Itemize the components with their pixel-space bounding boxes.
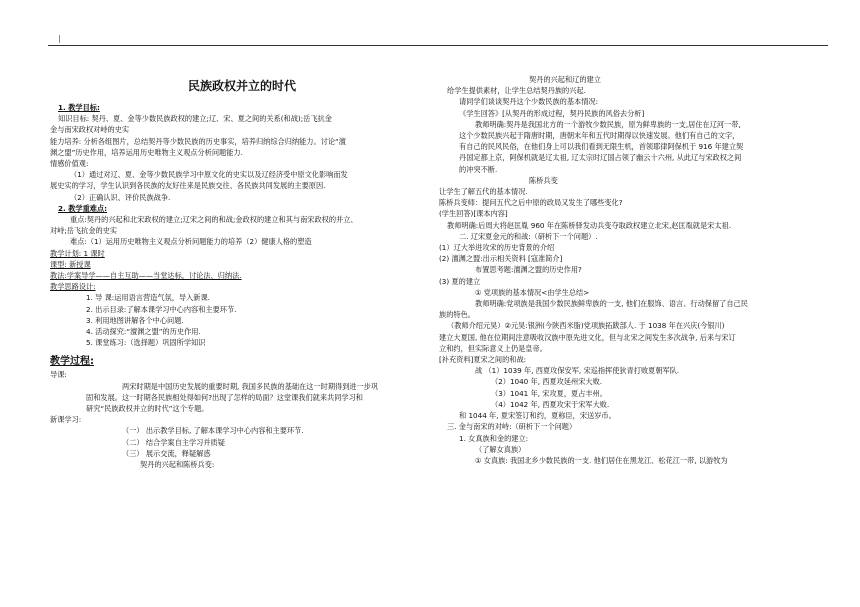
text-line: 难点:（1）运用历史唯物主义观点分析问题能力的培养（2）健康人格的塑造 (70, 237, 312, 247)
text-line: 展史实的学习，学生认识到各民族的友好往来是民族交往、各民族共同发展的主要原因. (50, 181, 326, 191)
text-line: （2）1040 年, 西夏攻延州宋大败. (491, 377, 603, 387)
text-line: 给学生提供素材，让学生总结契丹族的兴起. (447, 86, 586, 96)
text-line: 1. 教学目标: (58, 103, 100, 112)
header-rule (48, 45, 828, 46)
text-line: 4. 活动探究:“澶渊之盟”的历史作用. (86, 327, 201, 337)
text-line: （三） 展示交流，释疑解惑 (122, 448, 211, 458)
text-line: ① 党项族的基本情况<由学生总结> (475, 287, 590, 297)
text-line: （二） 结合学案自主学习并质疑 (122, 437, 225, 447)
text-line: 建立大夏国, 他在位期间注意吸收汉族中原先进文化，但与北宋之间发生多次战争, 后来与宋订 (439, 332, 736, 342)
text-line: 族的特色。 (439, 310, 475, 320)
text-line: （2）正确认识、评价民族战争. (70, 192, 171, 202)
text-line: 让学生了解五代的基本情况. (439, 187, 528, 197)
left-objectives (50, 102, 434, 348)
text-line: 和 1044 年, 夏宋签订和约，夏称臣，宋送岁币。 (459, 411, 616, 421)
header-mark: | (58, 34, 61, 43)
text-line: 二. 辽宋夏金元的和战:（研析下一个问题）. (459, 231, 598, 241)
text-line: 能力培养: 分析各组图片，总结契丹等少数民族的历史事实，培养归纳综合归纳能力。讨论“澶 (50, 136, 346, 146)
text-line: 2. 教学重难点: (58, 203, 108, 213)
text-line: 教法:学案导学——自主互助——当堂达标，讨论法、归纳法. (50, 271, 242, 281)
text-line: （教师介绍元昊）②元昊:银洲(今陕西米脂)党项族拓跋部人. 于 1038 年在兴庆(今银川) (447, 321, 725, 331)
right-content (439, 74, 811, 466)
text-line: 陈桥兵变 (529, 175, 558, 185)
text-line: [补充资料]夏宋之间的和战: (439, 355, 527, 365)
text-line: 导课: (50, 370, 67, 380)
text-line: 固和发展。这一时期各民族相处得如何?出现了怎样的局面？这堂课我们就来共同学习和 (86, 392, 363, 402)
text-line: 陈桥兵变师：提问五代之后中原的政局又发生了哪些变化? (439, 198, 623, 208)
text-line: 两宋时期是中国历史发展的重要时期, 我国多民族的基础在这一时期得到进一步巩 (122, 381, 379, 391)
text-line: (2) 澶渊之盟:出示相关资料 [寇准简介] (439, 254, 563, 264)
text-line: 立和约，但实际意义上仍是皇帝。 (439, 343, 547, 353)
text-line: （3）1041 年, 宋攻夏，夏占丰州。 (491, 388, 607, 398)
text-line: 教学思路设计: (50, 282, 96, 292)
text-line: 教师明确:契丹是我国北方的一个游牧少数民族，原为鲜卑族的一支,居住在辽河一带, (475, 119, 741, 129)
text-line: 《学生回答》[从契丹的形成过程，契丹民族的风俗去分析] (459, 108, 645, 118)
text-line: 课型: 新授课 (50, 259, 91, 269)
text-line: 情感价值观: (50, 159, 89, 169)
right-column (439, 74, 811, 466)
page-title: 民族政权并立的时代 (187, 79, 296, 93)
text-line: 1. 导 课:运用语言营造气氛，导入新课. (86, 293, 210, 303)
text-line: 研究“民族政权并立的时代”这个专题。 (86, 404, 209, 414)
text-line: （1）通过对辽、夏、金等少数民族学习中原文化的史实以及辽经济受中原文化影响而发 (70, 170, 348, 180)
text-line: 教学计划: 1 课时 (50, 248, 105, 258)
text-line: 2. 出示目录:了解本课学习中心内容和主要环节. (86, 304, 237, 314)
text-line: (学生回答)[课本内容] (439, 209, 508, 219)
text-line: 1. 女真族和金的建立: (459, 433, 529, 443)
text-line: 有自己的民风民俗，在他们身上可以我们看到无限生机，首领耶律阿保机于 916 年建立契 (459, 142, 744, 152)
text-line: 契丹的兴起和陈桥兵变: (140, 460, 215, 470)
left-column (50, 74, 434, 470)
text-line: 的冲突不断. (459, 164, 498, 174)
text-line: 重点:契丹的兴起和北宋政权的建立;辽宋之间的和战;金政权的建立和其与南宋政权的并立、 (70, 215, 358, 225)
text-line: 战 （1）1039 年, 西夏攻保安军, 宋巡指挥使狄青打败夏朝军队. (475, 366, 680, 376)
text-line: 三. 金与南宋的对峙:（研析下一个问题） (447, 422, 577, 432)
text-line: （了解女真族） (475, 444, 526, 454)
text-line: ① 女真族: 我国北乡少数民族的一支. 他们居住在黑龙江、松花江一带, 以游牧为 (475, 455, 728, 465)
left-process (50, 369, 434, 470)
text-line: 3. 利用地图讲解各个中心问题. (86, 315, 184, 325)
process-heading: 教学过程: (50, 356, 94, 368)
text-line: 教师明确:后周大将赵匡胤 960 年在陈桥驿发动兵变夺取政权建立北宋,赵匡胤就是宋太祖. (447, 220, 732, 230)
text-line: 请同学们谈谈契丹这个少数民族的基本情况: (459, 97, 598, 107)
text-line: 金与南宋政权对峙的史实 (50, 125, 130, 135)
text-line: 教师明确:党项族是我国少数民族鲜卑族的一支, 他们在服饰、语言、行动保留了自己民 (475, 299, 748, 309)
text-line: 布置思考题:澶渊之盟的历史作用? (475, 265, 582, 275)
text-line: (3) 夏的建立 (439, 276, 481, 286)
text-line: 契丹的兴起和辽的建立 (529, 75, 601, 84)
text-line: （4）1042 年, 西夏攻宋于宋军大败. (491, 399, 610, 409)
text-line: (1）辽大举进攻宋的历史背景的介绍 (439, 243, 555, 253)
text-line: 新课学习: (50, 415, 82, 425)
text-line: 知识目标: 契丹、夏、金等少数民族政权的建立;辽、宋、夏之间的关系(和战);岳飞抗金 (58, 114, 332, 124)
text-line: 渊之盟”历史作用，培养运用历史唯物主义观点分析问题能力. (50, 147, 243, 157)
text-line: 这个少数民族兴起于隋唐时期，唐朝末年和五代时期得以快速发展。他们有自己的文字， (459, 131, 740, 141)
text-line: （一） 出示教学目标, 了解本课学习中心内容和主要环节. (122, 426, 304, 436)
text-line: 5. 课堂练习:（选择题）巩固所学知识 (86, 338, 206, 348)
text-line: 丹国定都上京，阿保机就是辽太祖, 辽太宗时辽国占领了幽云十六州, 从此辽与宋政权之间 (459, 153, 742, 163)
text-line: 对峙;岳飞抗金的史实 (50, 226, 118, 236)
